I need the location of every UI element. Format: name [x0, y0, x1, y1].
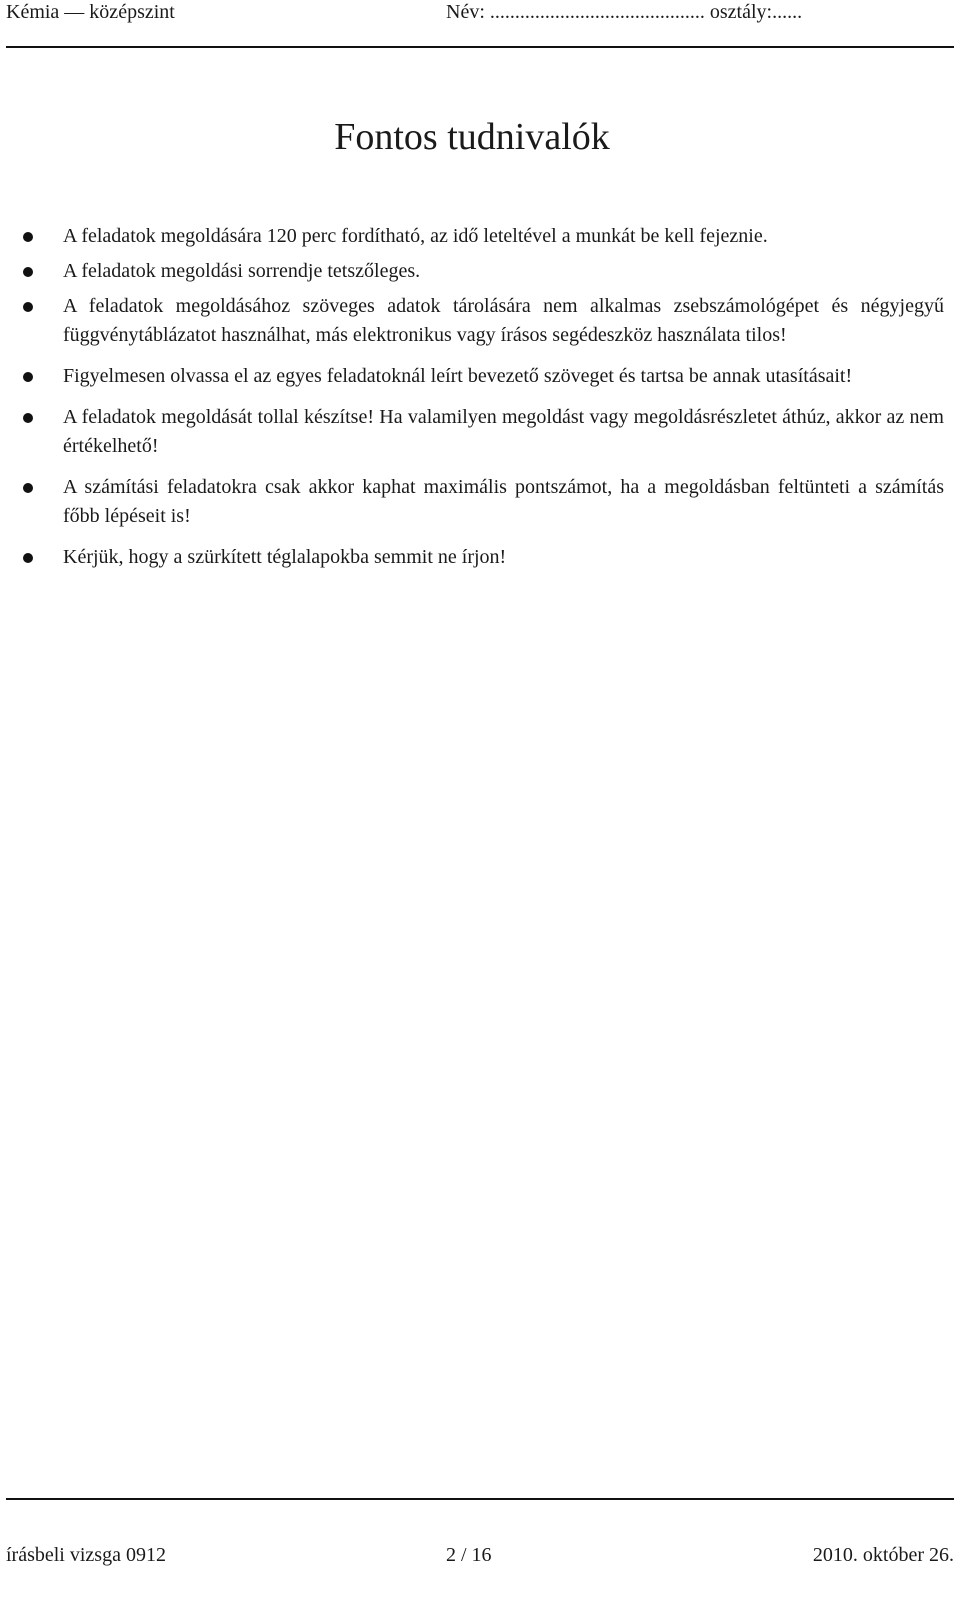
footer-divider: [6, 1498, 954, 1500]
list-item: [0, 292, 944, 350]
instructions-list: [0, 222, 944, 584]
list-item-text: A feladatok megoldásához szöveges adatok tárolására nem alkalmas zsebszámológépet és négyjegyű függvénytáblázatot használhat, más elektronikus vagy írásos segédeszköz használata tilos!: [63, 295, 944, 346]
bullet-icon: [23, 553, 33, 563]
page-number: 2 / 16: [446, 1544, 492, 1566]
header-divider: [6, 46, 954, 48]
bullet-icon: [23, 483, 33, 493]
list-item-text: A feladatok megoldását tollal készítse! Ha valamilyen megoldást vagy megoldásrészletet áthúz, akkor az nem értékelhető!: [63, 406, 944, 457]
list-item: [0, 257, 944, 286]
list-item: [0, 543, 944, 572]
list-item: [0, 222, 944, 251]
list-item-text: Kérjük, hogy a szürkített téglalapokba semmit ne írjon!: [63, 546, 507, 568]
list-item: [0, 473, 944, 531]
name-class-field: Név: ........................................... osztály:......: [446, 1, 803, 23]
page-footer: [6, 1543, 954, 1569]
list-item-text: Figyelmesen olvassa el az egyes feladatoknál leírt bevezető szöveget és tartsa be annak utasításait!: [63, 365, 853, 387]
exam-label: írásbeli vizsga 0912: [6, 1544, 166, 1566]
list-item: [0, 362, 944, 391]
bullet-icon: [23, 267, 33, 277]
list-item: [0, 403, 944, 461]
list-item-text: A számítási feladatokra csak akkor kaphat maximális pontszámot, ha a megoldásban feltünteti a számítás főbb lépéseit is!: [63, 476, 944, 527]
bullet-icon: [23, 372, 33, 382]
list-item-text: A feladatok megoldására 120 perc fordítható, az idő leteltével a munkát be kell fejeznie.: [63, 225, 768, 247]
page-header: [6, 0, 954, 28]
list-item-text: A feladatok megoldási sorrendje tetszőleges.: [63, 260, 421, 282]
subject-label: Kémia — középszint: [6, 1, 175, 23]
bullet-icon: [23, 413, 33, 423]
bullet-icon: [23, 302, 33, 312]
exam-date: 2010. október 26.: [812, 1544, 954, 1566]
page-title: Fontos tudnivalók: [334, 116, 610, 158]
bullet-icon: [23, 232, 33, 242]
